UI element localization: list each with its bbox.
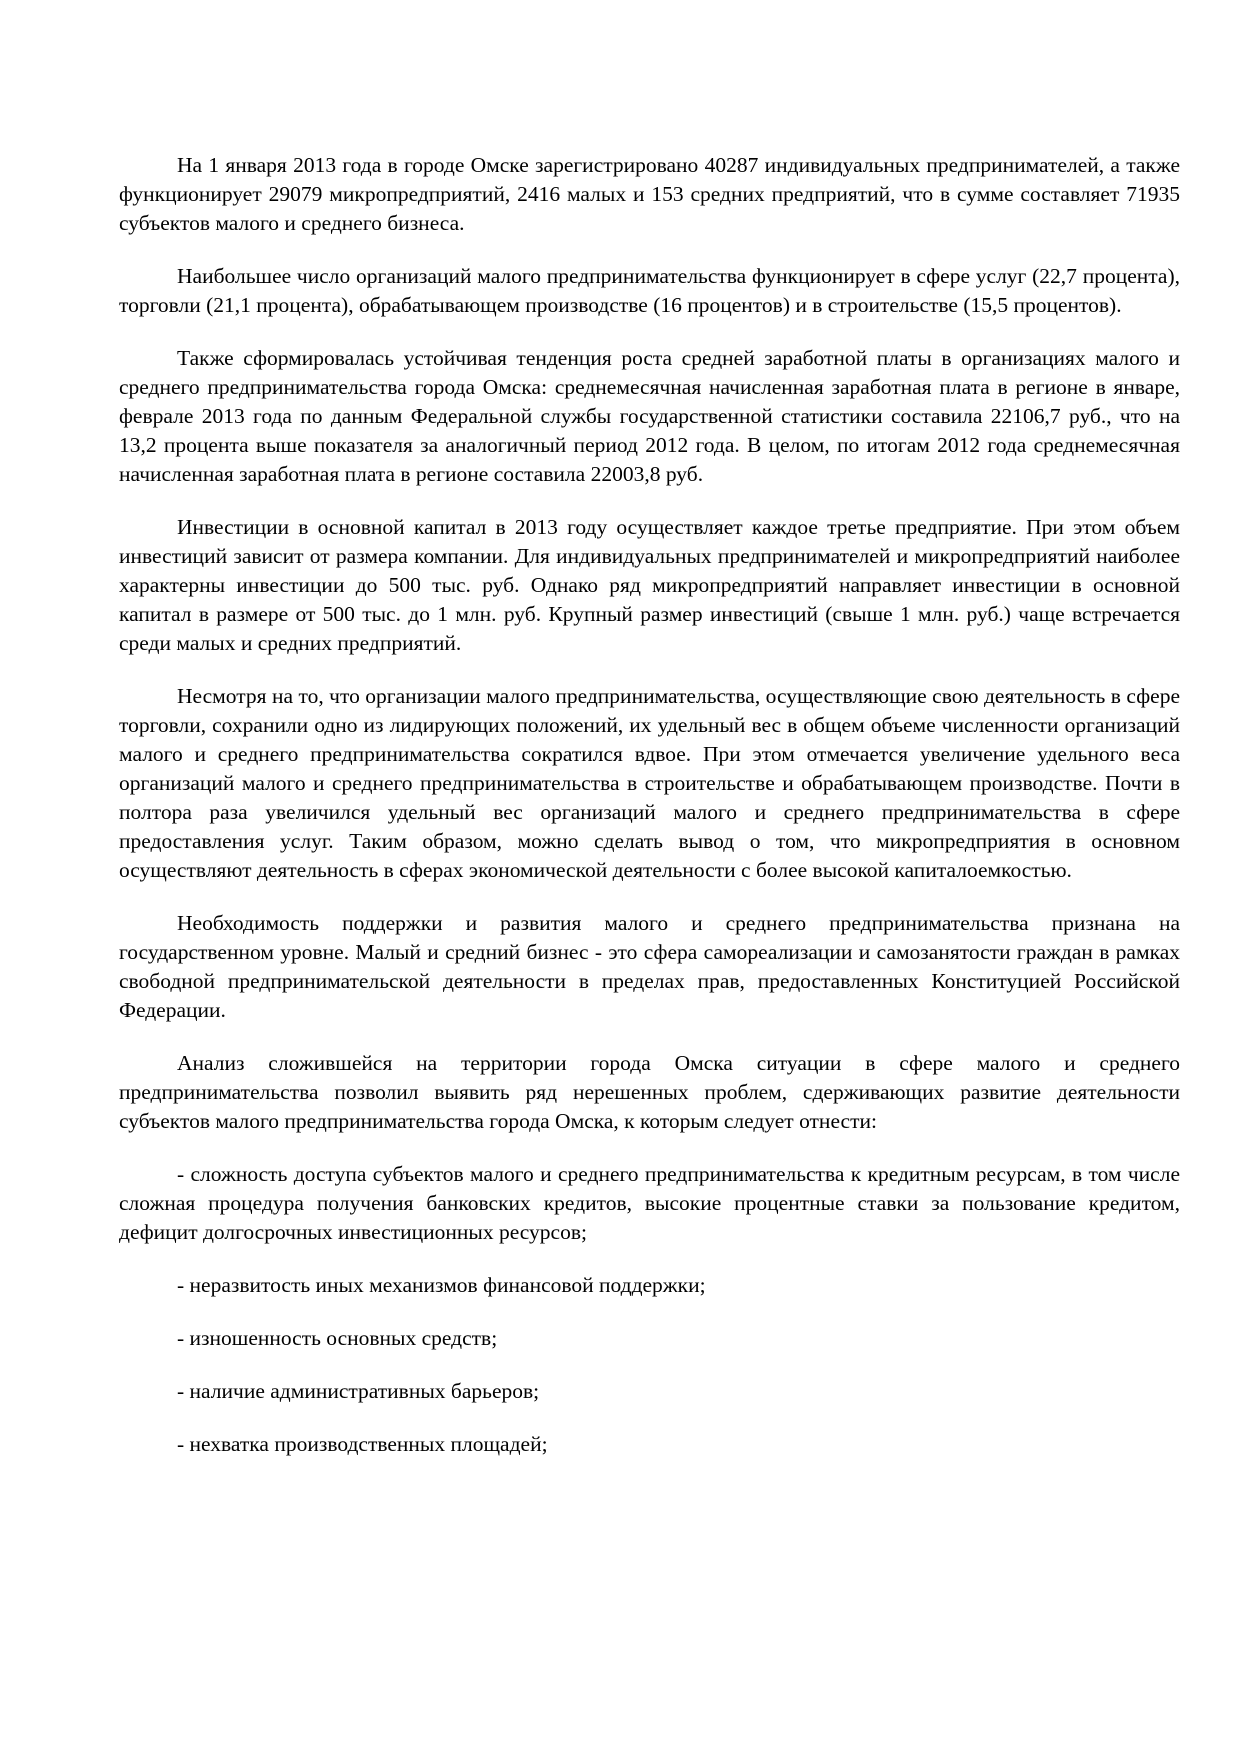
paragraph-support-necessity: Необходимость поддержки и развития малого и среднего предпринимательства признана на государственном уровне. Малый и средний бизнес - это сфера самореализации и самозанятости граждан в рамках свободной предпринимательской деятельности в пределах прав, предоставленных Конституцией Российской Федерации. — [119, 911, 1180, 1022]
document-page — [119, 151, 1180, 1483]
paragraph-trade-share: Несмотря на то, что организации малого предпринимательства, осуществляющие свою деятельность в сфере торговли, сохранили одно из лидирующих положений, их удельный вес в общем объеме численности организаций малого и среднего предпринимательства сократился вдвое. При этом отмечается увеличение удельного веса организаций малого и среднего предпринимательства в строительстве и обрабатывающем производстве. Почти в полтора раза увеличился удельный вес организаций малого и среднего предпринимательства в сфере предоставления услуг. Таким образом, можно сделать вывод о том, что микропредприятия в основном осуществляют деятельность в сферах экономической деятельности с более высокой капиталоемкостью. — [119, 684, 1180, 882]
paragraph-registered-entities: На 1 января 2013 года в городе Омске зарегистрировано 40287 индивидуальных предпринимателей, а также функционирует 29079 микропредприятий, 2416 малых и 153 средних предприятий, что в сумме составляет 71935 субъектов малого и среднего бизнеса. — [119, 153, 1180, 235]
paragraph-investments: Инвестиции в основной капитал в 2013 году осуществляет каждое третье предприятие. При этом объем инвестиций зависит от размера компании. Для индивидуальных предпринимателей и микропредприятий наиболее характерны инвестиции до 500 тыс. руб. Однако ряд микропредприятий направляет инвестиции в основной капитал в размере от 500 тыс. до 1 млн. руб. Крупный размер инвестиций (свыше 1 млн. руб.) чаще встречается среди малых и средних предприятий. — [119, 515, 1180, 655]
list-item: - неразвитость иных механизмов финансовой поддержки; — [177, 1273, 706, 1297]
list-item: - изношенность основных средств; — [177, 1326, 498, 1350]
list-item: - наличие административных барьеров; — [177, 1379, 540, 1403]
list-item: - нехватка производственных площадей; — [177, 1432, 548, 1456]
paragraph-sectors: Наибольшее число организаций малого предпринимательства функционирует в сфере услуг (22,7 процента), торговли (21,1 процента), обрабатывающем производстве (16 процентов) и в строительстве (15,5 процентов). — [119, 264, 1180, 317]
list-item: - сложность доступа субъектов малого и среднего предпринимательства к кредитным ресурсам, в том числе сложная процедура получения банковских кредитов, высокие процентные ставки за пользование кредитом, дефицит долгосрочных инвестиционных ресурсов; — [119, 1162, 1180, 1244]
paragraph-analysis: Анализ сложившейся на территории города Омска ситуации в сфере малого и среднего предпринимательства позволил выявить ряд нерешенных проблем, сдерживающих развитие деятельности субъектов малого предпринимательства города Омска, к которым следует отнести: — [119, 1051, 1180, 1133]
paragraph-wages: Также сформировалась устойчивая тенденция роста средней заработной платы в организациях малого и среднего предпринимательства города Омска: среднемесячная начисленная заработная плата в регионе в январе, феврале 2013 года по данным Федеральной службы государственной статистики составила 22106,7 руб., что на 13,2 процента выше показателя за аналогичный период 2012 года. В целом, по итогам 2012 года среднемесячная начисленная заработная плата в регионе составила 22003,8 руб. — [119, 346, 1180, 486]
